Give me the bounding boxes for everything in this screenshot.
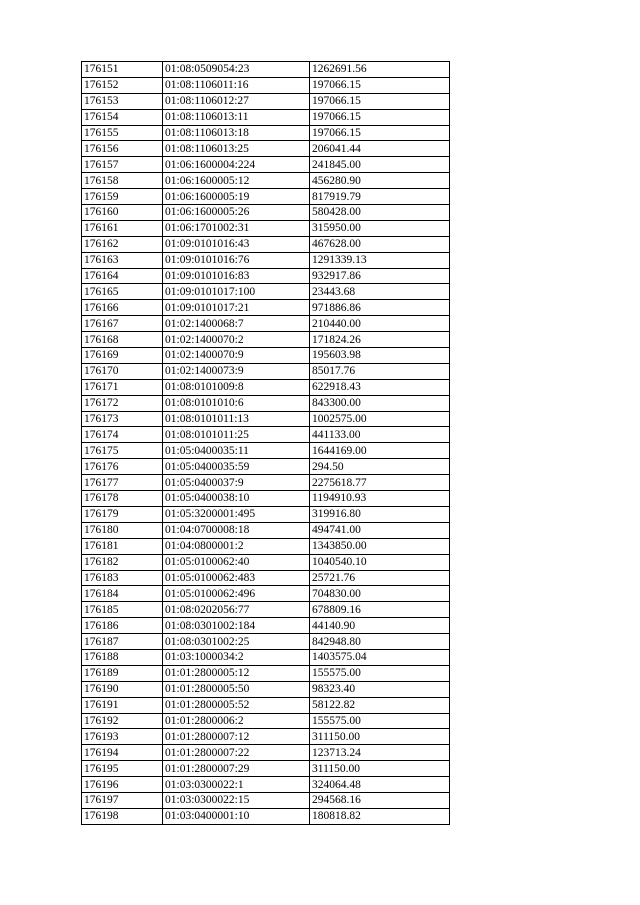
- row-number-cell: 176164: [82, 268, 163, 284]
- table-row: [82, 348, 450, 364]
- row-number-cell: 176188: [82, 649, 163, 665]
- table-row: [82, 713, 450, 729]
- table-row: [82, 475, 450, 491]
- cadastral-number-cell: 01:05:3200001:495: [163, 506, 310, 522]
- cadastral-number-cell: 01:05:0100062:496: [163, 586, 310, 602]
- table-row: [82, 332, 450, 348]
- value-cell: 85017.76: [310, 363, 450, 379]
- cadastral-number-cell: 01:05:0400035:11: [163, 443, 310, 459]
- row-number-cell: 176179: [82, 506, 163, 522]
- table-row: [82, 649, 450, 665]
- table-row: [82, 300, 450, 316]
- cadastral-number-cell: 01:03:1000034:2: [163, 649, 310, 665]
- value-cell: 441133.00: [310, 427, 450, 443]
- table-row: [82, 586, 450, 602]
- table-row: [82, 618, 450, 634]
- cadastral-number-cell: 01:01:2800007:12: [163, 729, 310, 745]
- value-cell: 1002575.00: [310, 411, 450, 427]
- row-number-cell: 176178: [82, 491, 163, 507]
- table-row: [82, 189, 450, 205]
- row-number-cell: 176157: [82, 157, 163, 173]
- cadastral-number-cell: 01:02:1400070:2: [163, 332, 310, 348]
- row-number-cell: 176169: [82, 348, 163, 364]
- table-row: [82, 205, 450, 221]
- row-number-cell: 176168: [82, 332, 163, 348]
- table-row: [82, 506, 450, 522]
- table-row: [82, 761, 450, 777]
- row-number-cell: 176153: [82, 93, 163, 109]
- value-cell: 195603.98: [310, 348, 450, 364]
- cadastral-number-cell: 01:09:0101016:76: [163, 252, 310, 268]
- cadastral-number-cell: 01:01:2800007:29: [163, 761, 310, 777]
- value-cell: 1403575.04: [310, 649, 450, 665]
- row-number-cell: 176167: [82, 316, 163, 332]
- value-cell: 23443.68: [310, 284, 450, 300]
- value-cell: 241845.00: [310, 157, 450, 173]
- cadastral-number-cell: 01:05:0400038:10: [163, 491, 310, 507]
- value-cell: 622918.43: [310, 379, 450, 395]
- row-number-cell: 176196: [82, 777, 163, 793]
- value-cell: 1194910.93: [310, 491, 450, 507]
- cadastral-number-cell: 01:08:1106013:18: [163, 125, 310, 141]
- cadastral-number-cell: 01:08:0101009:8: [163, 379, 310, 395]
- value-cell: 58122.82: [310, 697, 450, 713]
- cadastral-number-cell: 01:05:0400035:59: [163, 459, 310, 475]
- data-table-body: [82, 62, 450, 825]
- cadastral-number-cell: 01:04:0800001:2: [163, 538, 310, 554]
- value-cell: 294.50: [310, 459, 450, 475]
- row-number-cell: 176156: [82, 141, 163, 157]
- row-number-cell: 176194: [82, 745, 163, 761]
- cadastral-number-cell: 01:01:2800006:2: [163, 713, 310, 729]
- cadastral-number-cell: 01:03:0300022:1: [163, 777, 310, 793]
- table-row: [82, 665, 450, 681]
- value-cell: 315950.00: [310, 220, 450, 236]
- value-cell: 494741.00: [310, 522, 450, 538]
- row-number-cell: 176182: [82, 554, 163, 570]
- table-row: [82, 745, 450, 761]
- cadastral-number-cell: 01:05:0100062:483: [163, 570, 310, 586]
- cadastral-number-cell: 01:08:1106011:16: [163, 77, 310, 93]
- row-number-cell: 176198: [82, 808, 163, 824]
- value-cell: 171824.26: [310, 332, 450, 348]
- value-cell: 456280.90: [310, 173, 450, 189]
- row-number-cell: 176192: [82, 713, 163, 729]
- value-cell: 1040540.10: [310, 554, 450, 570]
- table-row: [82, 443, 450, 459]
- table-row: [82, 284, 450, 300]
- value-cell: 180818.82: [310, 808, 450, 824]
- cadastral-number-cell: 01:09:0101016:83: [163, 268, 310, 284]
- table-row: [82, 93, 450, 109]
- table-row: [82, 491, 450, 507]
- cadastral-number-cell: 01:08:0101011:25: [163, 427, 310, 443]
- value-cell: 44140.90: [310, 618, 450, 634]
- table-row: [82, 252, 450, 268]
- value-cell: 1262691.56: [310, 62, 450, 78]
- row-number-cell: 176193: [82, 729, 163, 745]
- table-row: [82, 173, 450, 189]
- row-number-cell: 176161: [82, 220, 163, 236]
- value-cell: 197066.15: [310, 93, 450, 109]
- row-number-cell: 176187: [82, 634, 163, 650]
- cadastral-number-cell: 01:06:1701002:31: [163, 220, 310, 236]
- table-row: [82, 697, 450, 713]
- row-number-cell: 176173: [82, 411, 163, 427]
- value-cell: 197066.15: [310, 77, 450, 93]
- value-cell: 580428.00: [310, 205, 450, 221]
- row-number-cell: 176160: [82, 205, 163, 221]
- cadastral-number-cell: 01:08:0301002:184: [163, 618, 310, 634]
- cadastral-number-cell: 01:08:0509054:23: [163, 62, 310, 78]
- value-cell: 98323.40: [310, 681, 450, 697]
- table-row: [82, 125, 450, 141]
- cadastral-number-cell: 01:05:0100062:40: [163, 554, 310, 570]
- row-number-cell: 176189: [82, 665, 163, 681]
- table-row: [82, 236, 450, 252]
- cadastral-number-cell: 01:02:1400073:9: [163, 363, 310, 379]
- row-number-cell: 176170: [82, 363, 163, 379]
- row-number-cell: 176181: [82, 538, 163, 554]
- table-row: [82, 538, 450, 554]
- value-cell: 206041.44: [310, 141, 450, 157]
- row-number-cell: 176191: [82, 697, 163, 713]
- row-number-cell: 176177: [82, 475, 163, 491]
- table-row: [82, 395, 450, 411]
- cadastral-number-cell: 01:02:1400070:9: [163, 348, 310, 364]
- cadastral-number-cell: 01:06:1600005:19: [163, 189, 310, 205]
- value-cell: 311150.00: [310, 729, 450, 745]
- row-number-cell: 176190: [82, 681, 163, 697]
- row-number-cell: 176184: [82, 586, 163, 602]
- row-number-cell: 176163: [82, 252, 163, 268]
- row-number-cell: 176166: [82, 300, 163, 316]
- cadastral-number-cell: 01:06:1600004:224: [163, 157, 310, 173]
- value-cell: 843300.00: [310, 395, 450, 411]
- cadastral-number-cell: 01:01:2800005:12: [163, 665, 310, 681]
- table-row: [82, 602, 450, 618]
- table-row: [82, 157, 450, 173]
- row-number-cell: 176155: [82, 125, 163, 141]
- table-row: [82, 411, 450, 427]
- table-row: [82, 459, 450, 475]
- row-number-cell: 176151: [82, 62, 163, 78]
- cadastral-number-cell: 01:09:0101017:21: [163, 300, 310, 316]
- table-row: [82, 570, 450, 586]
- value-cell: 932917.86: [310, 268, 450, 284]
- cadastral-number-cell: 01:03:0300022:15: [163, 792, 310, 808]
- value-cell: 294568.16: [310, 792, 450, 808]
- cadastral-number-cell: 01:06:1600005:26: [163, 205, 310, 221]
- cadastral-number-cell: 01:08:1106013:11: [163, 109, 310, 125]
- cadastral-number-cell: 01:01:2800007:22: [163, 745, 310, 761]
- cadastral-number-cell: 01:08:1106012:27: [163, 93, 310, 109]
- row-number-cell: 176185: [82, 602, 163, 618]
- table-row: [82, 808, 450, 824]
- row-number-cell: 176171: [82, 379, 163, 395]
- cadastral-number-cell: 01:08:0101010:6: [163, 395, 310, 411]
- cadastral-number-cell: 01:05:0400037:9: [163, 475, 310, 491]
- value-cell: 467628.00: [310, 236, 450, 252]
- row-number-cell: 176197: [82, 792, 163, 808]
- table-row: [82, 379, 450, 395]
- value-cell: 704830.00: [310, 586, 450, 602]
- value-cell: 324064.48: [310, 777, 450, 793]
- cadastral-number-cell: 01:09:0101016:43: [163, 236, 310, 252]
- row-number-cell: 176158: [82, 173, 163, 189]
- table-row: [82, 729, 450, 745]
- cadastral-number-cell: 01:01:2800005:50: [163, 681, 310, 697]
- cadastral-number-cell: 01:02:1400068:7: [163, 316, 310, 332]
- row-number-cell: 176180: [82, 522, 163, 538]
- table-row: [82, 634, 450, 650]
- value-cell: 817919.79: [310, 189, 450, 205]
- table-row: [82, 268, 450, 284]
- table-row: [82, 141, 450, 157]
- value-cell: 155575.00: [310, 713, 450, 729]
- value-cell: 678809.16: [310, 602, 450, 618]
- value-cell: 1644169.00: [310, 443, 450, 459]
- cadastral-number-cell: 01:09:0101017:100: [163, 284, 310, 300]
- row-number-cell: 176159: [82, 189, 163, 205]
- row-number-cell: 176172: [82, 395, 163, 411]
- row-number-cell: 176165: [82, 284, 163, 300]
- value-cell: 2275618.77: [310, 475, 450, 491]
- row-number-cell: 176175: [82, 443, 163, 459]
- value-cell: 197066.15: [310, 125, 450, 141]
- cadastral-number-cell: 01:08:1106013:25: [163, 141, 310, 157]
- value-cell: 1291339.13: [310, 252, 450, 268]
- table-row: [82, 777, 450, 793]
- row-number-cell: 176186: [82, 618, 163, 634]
- cadastral-number-cell: 01:01:2800005:52: [163, 697, 310, 713]
- table-row: [82, 522, 450, 538]
- row-number-cell: 176183: [82, 570, 163, 586]
- table-row: [82, 62, 450, 78]
- table-row: [82, 109, 450, 125]
- cadastral-number-cell: 01:06:1600005:12: [163, 173, 310, 189]
- row-number-cell: 176195: [82, 761, 163, 777]
- row-number-cell: 176174: [82, 427, 163, 443]
- cadastral-number-cell: 01:08:0301002:25: [163, 634, 310, 650]
- row-number-cell: 176176: [82, 459, 163, 475]
- value-cell: 311150.00: [310, 761, 450, 777]
- row-number-cell: 176152: [82, 77, 163, 93]
- row-number-cell: 176154: [82, 109, 163, 125]
- value-cell: 842948.80: [310, 634, 450, 650]
- cadastral-number-cell: 01:04:0700008:18: [163, 522, 310, 538]
- cadastral-number-cell: 01:08:0202056:77: [163, 602, 310, 618]
- table-row: [82, 792, 450, 808]
- value-cell: 155575.00: [310, 665, 450, 681]
- value-cell: 319916.80: [310, 506, 450, 522]
- value-cell: 197066.15: [310, 109, 450, 125]
- table-row: [82, 427, 450, 443]
- table-row: [82, 363, 450, 379]
- data-table: [81, 61, 450, 825]
- table-row: [82, 220, 450, 236]
- table-row: [82, 77, 450, 93]
- row-number-cell: 176162: [82, 236, 163, 252]
- table-row: [82, 554, 450, 570]
- value-cell: 1343850.00: [310, 538, 450, 554]
- cadastral-number-cell: 01:08:0101011:13: [163, 411, 310, 427]
- cadastral-number-cell: 01:03:0400001:10: [163, 808, 310, 824]
- value-cell: 25721.76: [310, 570, 450, 586]
- value-cell: 210440.00: [310, 316, 450, 332]
- table-row: [82, 681, 450, 697]
- table-row: [82, 316, 450, 332]
- value-cell: 971886.86: [310, 300, 450, 316]
- value-cell: 123713.24: [310, 745, 450, 761]
